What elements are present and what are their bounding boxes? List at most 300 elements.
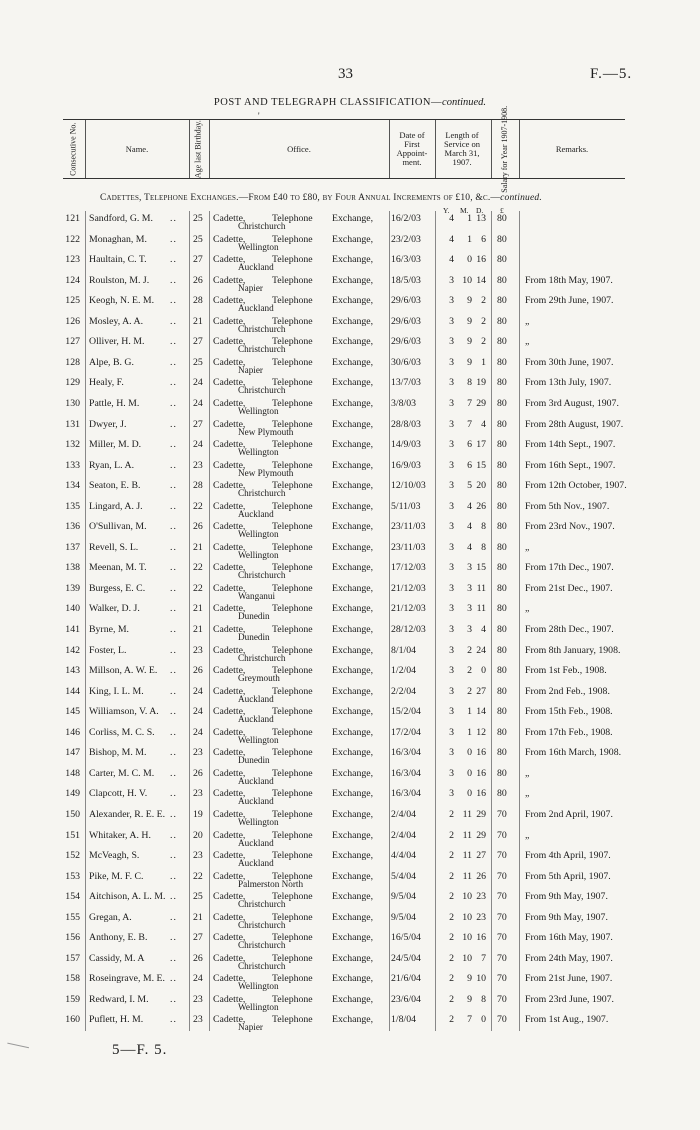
date-first-appointment-cell: 2/4/04: [391, 808, 417, 820]
office-cell: Cadette,: [213, 644, 246, 656]
office-place: Christchurch: [238, 488, 286, 499]
name-cell: Miller, M. D.: [89, 439, 142, 451]
office-cell: Telephone: [272, 726, 313, 738]
service-years-cell: 3: [449, 788, 454, 800]
office-place: Palmerston North: [238, 878, 304, 889]
service-years-cell: 3: [449, 521, 454, 533]
table-row: [0, 706, 700, 727]
name-cell: Roseingrave, M. E.: [89, 973, 165, 985]
consecutive-no-cell: 148: [65, 767, 80, 779]
office-place: Christchurch: [238, 652, 286, 663]
office-cell: Exchange,: [332, 870, 374, 882]
name-cell: Bishop, M. M.: [89, 747, 147, 759]
service-years-cell: 2: [449, 829, 454, 841]
age-cell: 21: [193, 911, 203, 923]
table-row: [0, 994, 700, 1015]
remarks-cell: From 2nd April, 1907.: [525, 808, 613, 820]
leader-dots: ..: [170, 726, 177, 738]
service-years-cell: 4: [449, 213, 454, 224]
table-row: [0, 439, 700, 460]
office-cell: Exchange,: [332, 624, 374, 635]
table-row: [0, 316, 700, 337]
date-first-appointment-cell: 2/4/04: [391, 829, 417, 841]
table-row: [0, 665, 700, 686]
service-days-cell: 27: [476, 685, 486, 697]
service-years-cell: 3: [449, 624, 454, 635]
consecutive-no-cell: 144: [65, 685, 80, 697]
service-months-cell: 11: [462, 870, 472, 882]
table-row: [0, 973, 700, 994]
office-cell: Exchange,: [332, 480, 374, 492]
age-cell: 24: [193, 439, 203, 451]
office-cell: Exchange,: [332, 1014, 374, 1026]
remarks-cell: From 15th Feb., 1908.: [525, 706, 613, 718]
office-cell: Cadette,: [213, 726, 246, 738]
name-cell: Revell, S. L.: [89, 541, 139, 553]
header-remarks: Remarks.: [555, 143, 589, 154]
office-cell: Telephone: [272, 254, 313, 266]
consecutive-no-cell: 142: [65, 644, 80, 656]
service-days-cell: 20: [476, 480, 486, 492]
margin-mark: [7, 1035, 30, 1048]
service-months-cell: 10: [462, 952, 472, 964]
date-first-appointment-cell: 16/3/04: [391, 767, 421, 779]
office-cell: Exchange,: [332, 521, 374, 533]
unit-pound: £: [500, 206, 504, 215]
office-cell: Telephone: [272, 397, 313, 409]
table-row: [0, 809, 700, 830]
service-days-cell: 26: [476, 500, 486, 512]
remarks-cell: From 17th Dec., 1907.: [525, 562, 614, 574]
service-years-cell: 2: [449, 993, 454, 1005]
date-first-appointment-cell: 28/8/03: [391, 418, 421, 430]
age-cell: 19: [193, 808, 203, 820]
leader-dots: ..: [170, 213, 177, 224]
table-row: [0, 686, 700, 707]
service-months-cell: 11: [462, 850, 472, 862]
office-cell: Cadette,: [213, 973, 246, 985]
table-row: [0, 788, 700, 809]
service-days-cell: 8: [481, 521, 486, 533]
office-place: Napier: [238, 282, 263, 293]
age-cell: 25: [193, 891, 203, 903]
service-days-cell: 14: [476, 274, 486, 286]
leader-dots: ..: [170, 377, 177, 389]
salary-cell: 80: [497, 397, 507, 409]
table-row: [0, 768, 700, 789]
service-months-cell: 0: [467, 788, 472, 800]
date-first-appointment-cell: 30/6/03: [391, 356, 421, 368]
office-cell: Cadette,: [213, 665, 246, 677]
service-months-cell: 4: [467, 500, 472, 512]
age-cell: 23: [193, 644, 203, 656]
header-length-service: Length of Service on March 31, 1907.: [443, 130, 481, 167]
title-main: POST AND TELEGRAPH CLASSIFICATION—: [213, 97, 443, 108]
service-months-cell: 6: [467, 459, 472, 471]
title-continued: continued.: [442, 97, 487, 108]
office-place: Wellington: [238, 529, 279, 540]
service-years-cell: 2: [449, 850, 454, 862]
name-cell: Dwyer, J.: [89, 418, 127, 430]
date-first-appointment-cell: 1/2/04: [391, 665, 417, 677]
age-cell: 21: [193, 603, 203, 615]
office-cell: Exchange,: [332, 500, 374, 512]
office-cell: Cadette,: [213, 439, 246, 451]
age-cell: 22: [193, 582, 203, 594]
service-months-cell: 11: [462, 808, 472, 820]
name-cell: Cassidy, M. A: [89, 952, 145, 964]
service-months-cell: 2: [467, 685, 472, 697]
age-cell: 24: [193, 377, 203, 389]
salary-cell: 80: [497, 459, 507, 471]
table-row: [0, 1014, 700, 1035]
service-days-cell: 2: [481, 336, 486, 348]
table-row: [0, 480, 700, 501]
salary-cell: 80: [497, 562, 507, 574]
name-cell: Alexander, R. E. E.: [89, 808, 166, 820]
office-place: Napier: [238, 1022, 263, 1033]
header-age: Age last Birthday.: [193, 120, 203, 178]
salary-cell: 80: [497, 706, 507, 718]
leader-dots: ..: [170, 665, 177, 677]
header-salary: Salary for Year 1907-1908.: [499, 105, 509, 193]
office-cell: Telephone: [272, 829, 313, 841]
leader-dots: ..: [170, 233, 177, 245]
remarks-cell: From 8th January, 1908.: [525, 644, 621, 656]
office-cell: Cadette,: [213, 459, 246, 471]
remarks-cell: „: [525, 541, 530, 553]
table-row: [0, 460, 700, 481]
age-cell: 24: [193, 726, 203, 738]
date-first-appointment-cell: 17/2/04: [391, 726, 421, 738]
office-place: Auckland: [238, 508, 274, 519]
name-cell: Clapcott, H. V.: [89, 788, 148, 800]
table-row: [0, 727, 700, 748]
office-place: Napier: [238, 364, 263, 375]
service-months-cell: 10: [462, 932, 472, 944]
table-row: [0, 213, 700, 234]
remarks-cell: „: [525, 603, 530, 615]
leader-dots: ..: [170, 439, 177, 451]
office-cell: Exchange,: [332, 397, 374, 409]
office-cell: Cadette,: [213, 891, 246, 903]
age-cell: 28: [193, 480, 203, 492]
remarks-cell: From 9th May, 1907.: [525, 891, 608, 903]
office-cell: Cadette,: [213, 1014, 246, 1026]
table-row: [0, 891, 700, 912]
date-first-appointment-cell: 29/6/03: [391, 336, 421, 348]
service-years-cell: 3: [449, 459, 454, 471]
office-cell: Cadette,: [213, 295, 246, 307]
unit-months: M.: [460, 206, 469, 215]
office-cell: Exchange,: [332, 295, 374, 307]
office-cell: Telephone: [272, 891, 313, 903]
leader-dots: ..: [170, 891, 177, 903]
office-place: Auckland: [238, 858, 274, 869]
service-years-cell: 2: [449, 870, 454, 882]
office-cell: Exchange,: [332, 459, 374, 471]
service-months-cell: 0: [467, 747, 472, 759]
remarks-cell: From 1st Feb., 1908.: [525, 665, 607, 677]
service-years-cell: 3: [449, 747, 454, 759]
office-place: Christchurch: [238, 960, 286, 971]
consecutive-no-cell: 158: [65, 973, 80, 985]
office-cell: Cadette,: [213, 850, 246, 862]
consecutive-no-cell: 132: [65, 439, 80, 451]
office-cell: Telephone: [272, 911, 313, 923]
service-years-cell: 3: [449, 336, 454, 348]
date-first-appointment-cell: 13/7/03: [391, 377, 421, 389]
date-first-appointment-cell: 21/12/03: [391, 582, 426, 594]
service-years-cell: 3: [449, 418, 454, 430]
consecutive-no-cell: 150: [65, 808, 80, 820]
leader-dots: ..: [170, 706, 177, 718]
service-months-cell: 9: [467, 356, 472, 368]
office-place: Christchurch: [238, 385, 286, 396]
age-cell: 24: [193, 706, 203, 718]
office-place: New Plymouth: [238, 426, 294, 437]
salary-cell: 80: [497, 521, 507, 533]
table-row: [0, 747, 700, 768]
table-row: [0, 583, 700, 604]
leader-dots: ..: [170, 254, 177, 266]
leader-dots: ..: [170, 459, 177, 471]
date-first-appointment-cell: 29/6/03: [391, 295, 421, 307]
leader-dots: ..: [170, 603, 177, 615]
office-place: Wellington: [238, 241, 279, 252]
service-years-cell: 2: [449, 952, 454, 964]
service-years-cell: 3: [449, 541, 454, 553]
name-cell: Pattle, H. M.: [89, 397, 140, 409]
age-cell: 27: [193, 336, 203, 348]
service-days-cell: 2: [481, 295, 486, 307]
name-cell: Pike, M. F. C.: [89, 870, 144, 882]
date-first-appointment-cell: 23/11/03: [391, 541, 426, 553]
name-cell: Alpe, B. G.: [89, 356, 134, 368]
leader-dots: ..: [170, 521, 177, 533]
service-months-cell: 10: [462, 891, 472, 903]
age-cell: 23: [193, 788, 203, 800]
consecutive-no-cell: 156: [65, 932, 80, 944]
office-cell: Exchange,: [332, 850, 374, 862]
office-cell: Telephone: [272, 418, 313, 430]
age-cell: 23: [193, 747, 203, 759]
office-cell: Cadette,: [213, 993, 246, 1005]
leader-dots: ..: [170, 397, 177, 409]
office-cell: Cadette,: [213, 788, 246, 800]
office-cell: Cadette,: [213, 397, 246, 409]
office-place: Wanganui: [238, 590, 276, 601]
consecutive-no-cell: 121: [65, 213, 80, 224]
salary-cell: 70: [497, 952, 507, 964]
service-years-cell: 3: [449, 767, 454, 779]
office-cell: Exchange,: [332, 418, 374, 430]
table-row: [0, 850, 700, 871]
table-row: [0, 336, 700, 357]
office-cell: Telephone: [272, 459, 313, 471]
consecutive-no-cell: 134: [65, 480, 80, 492]
office-cell: Telephone: [272, 603, 313, 615]
name-cell: King, I. L. M.: [89, 685, 144, 697]
salary-cell: 80: [497, 603, 507, 615]
salary-cell: 80: [497, 418, 507, 430]
age-cell: 22: [193, 562, 203, 574]
office-cell: Cadette,: [213, 747, 246, 759]
age-cell: 26: [193, 952, 203, 964]
salary-cell: 70: [497, 808, 507, 820]
name-cell: Mosley, A. A.: [89, 315, 144, 327]
date-first-appointment-cell: 21/6/04: [391, 973, 421, 985]
age-cell: 21: [193, 624, 203, 635]
date-first-appointment-cell: 8/1/04: [391, 644, 417, 656]
age-cell: 27: [193, 418, 203, 430]
leader-dots: ..: [170, 1014, 177, 1026]
office-cell: Telephone: [272, 500, 313, 512]
unit-years: Y.: [443, 206, 450, 215]
consecutive-no-cell: 155: [65, 911, 80, 923]
date-first-appointment-cell: 17/12/03: [391, 562, 426, 574]
service-years-cell: 3: [449, 274, 454, 286]
salary-cell: 80: [497, 582, 507, 594]
age-cell: 21: [193, 541, 203, 553]
office-cell: Telephone: [272, 767, 313, 779]
leader-dots: ..: [170, 644, 177, 656]
office-cell: Exchange,: [332, 541, 374, 553]
service-years-cell: 3: [449, 480, 454, 492]
age-cell: 26: [193, 274, 203, 286]
service-months-cell: 8: [467, 377, 472, 389]
office-cell: Exchange,: [332, 932, 374, 944]
service-years-cell: 3: [449, 377, 454, 389]
salary-cell: 80: [497, 747, 507, 759]
service-years-cell: 3: [449, 644, 454, 656]
consecutive-no-cell: 130: [65, 397, 80, 409]
consecutive-no-cell: 125: [65, 295, 80, 307]
office-cell: Telephone: [272, 439, 313, 451]
office-cell: Exchange,: [332, 747, 374, 759]
office-cell: Telephone: [272, 582, 313, 594]
service-years-cell: 2: [449, 1014, 454, 1026]
office-cell: Exchange,: [332, 952, 374, 964]
table-row: [0, 398, 700, 419]
service-days-cell: 4: [481, 624, 486, 635]
consecutive-no-cell: 143: [65, 665, 80, 677]
salary-cell: 80: [497, 439, 507, 451]
name-cell: Lingard, A. J.: [89, 500, 143, 512]
service-years-cell: 3: [449, 295, 454, 307]
date-first-appointment-cell: 9/5/04: [391, 911, 417, 923]
service-years-cell: 3: [449, 315, 454, 327]
salary-cell: 80: [497, 726, 507, 738]
salary-cell: 80: [497, 377, 507, 389]
table-row: [0, 419, 700, 440]
office-cell: Cadette,: [213, 603, 246, 615]
name-cell: Gregan, A.: [89, 911, 132, 923]
salary-cell: 70: [497, 829, 507, 841]
office-cell: Telephone: [272, 336, 313, 348]
remarks-cell: From 13th July, 1907.: [525, 377, 612, 389]
age-cell: 27: [193, 932, 203, 944]
leader-dots: ..: [170, 480, 177, 492]
name-cell: Walker, D. J.: [89, 603, 140, 615]
consecutive-no-cell: 157: [65, 952, 80, 964]
remarks-cell: From 21st June, 1907.: [525, 973, 613, 985]
name-cell: Carter, M. C. M.: [89, 767, 155, 779]
leader-dots: ..: [170, 850, 177, 862]
header-consecutive-no: Consecutive No.: [68, 122, 78, 176]
service-months-cell: 9: [467, 993, 472, 1005]
remarks-cell: From 14th Sept., 1907.: [525, 439, 616, 451]
consecutive-no-cell: 135: [65, 500, 80, 512]
service-years-cell: 3: [449, 582, 454, 594]
remarks-cell: From 5th April, 1907.: [525, 870, 611, 882]
date-first-appointment-cell: 28/12/03: [391, 624, 426, 635]
remarks-cell: From 9th May, 1907.: [525, 911, 608, 923]
leader-dots: ..: [170, 356, 177, 368]
office-cell: Cadette,: [213, 233, 246, 245]
office-cell: Exchange,: [332, 726, 374, 738]
consecutive-no-cell: 137: [65, 541, 80, 553]
office-cell: Telephone: [272, 315, 313, 327]
name-cell: Puflett, H. M.: [89, 1014, 144, 1026]
office-cell: Telephone: [272, 808, 313, 820]
remarks-cell: From 30th June, 1907.: [525, 356, 614, 368]
office-cell: Telephone: [272, 870, 313, 882]
office-place: Auckland: [238, 262, 274, 273]
office-place: Christchurch: [238, 940, 286, 951]
age-cell: 28: [193, 295, 203, 307]
remarks-cell: „: [525, 336, 530, 348]
age-cell: 24: [193, 685, 203, 697]
service-years-cell: 3: [449, 500, 454, 512]
age-cell: 25: [193, 233, 203, 245]
date-first-appointment-cell: 21/12/03: [391, 603, 426, 615]
office-cell: Cadette,: [213, 315, 246, 327]
consecutive-no-cell: 160: [65, 1014, 80, 1026]
service-years-cell: 3: [449, 726, 454, 738]
office-cell: Cadette,: [213, 932, 246, 944]
leader-dots: ..: [170, 829, 177, 841]
service-years-cell: 2: [449, 808, 454, 820]
age-cell: 26: [193, 665, 203, 677]
consecutive-no-cell: 159: [65, 993, 80, 1005]
leader-dots: ..: [170, 747, 177, 759]
date-first-appointment-cell: 1/8/04: [391, 1014, 417, 1026]
age-cell: 26: [193, 767, 203, 779]
salary-cell: 80: [497, 356, 507, 368]
office-cell: Telephone: [272, 377, 313, 389]
consecutive-no-cell: 146: [65, 726, 80, 738]
leader-dots: ..: [170, 767, 177, 779]
office-cell: Cadette,: [213, 767, 246, 779]
service-days-cell: 6: [481, 233, 486, 245]
office-cell: Cadette,: [213, 706, 246, 718]
service-months-cell: 7: [467, 397, 472, 409]
office-cell: Cadette,: [213, 808, 246, 820]
consecutive-no-cell: 138: [65, 562, 80, 574]
service-days-cell: 16: [476, 747, 486, 759]
age-cell: 20: [193, 829, 203, 841]
age-cell: 27: [193, 254, 203, 266]
office-cell: Telephone: [272, 993, 313, 1005]
service-months-cell: 0: [467, 254, 472, 266]
office-cell: Cadette,: [213, 541, 246, 553]
name-cell: Byrne, M.: [89, 624, 130, 635]
service-days-cell: 7: [481, 952, 486, 964]
date-first-appointment-cell: 24/5/04: [391, 952, 421, 964]
date-first-appointment-cell: 16/3/03: [391, 254, 421, 266]
age-cell: 25: [193, 213, 203, 224]
